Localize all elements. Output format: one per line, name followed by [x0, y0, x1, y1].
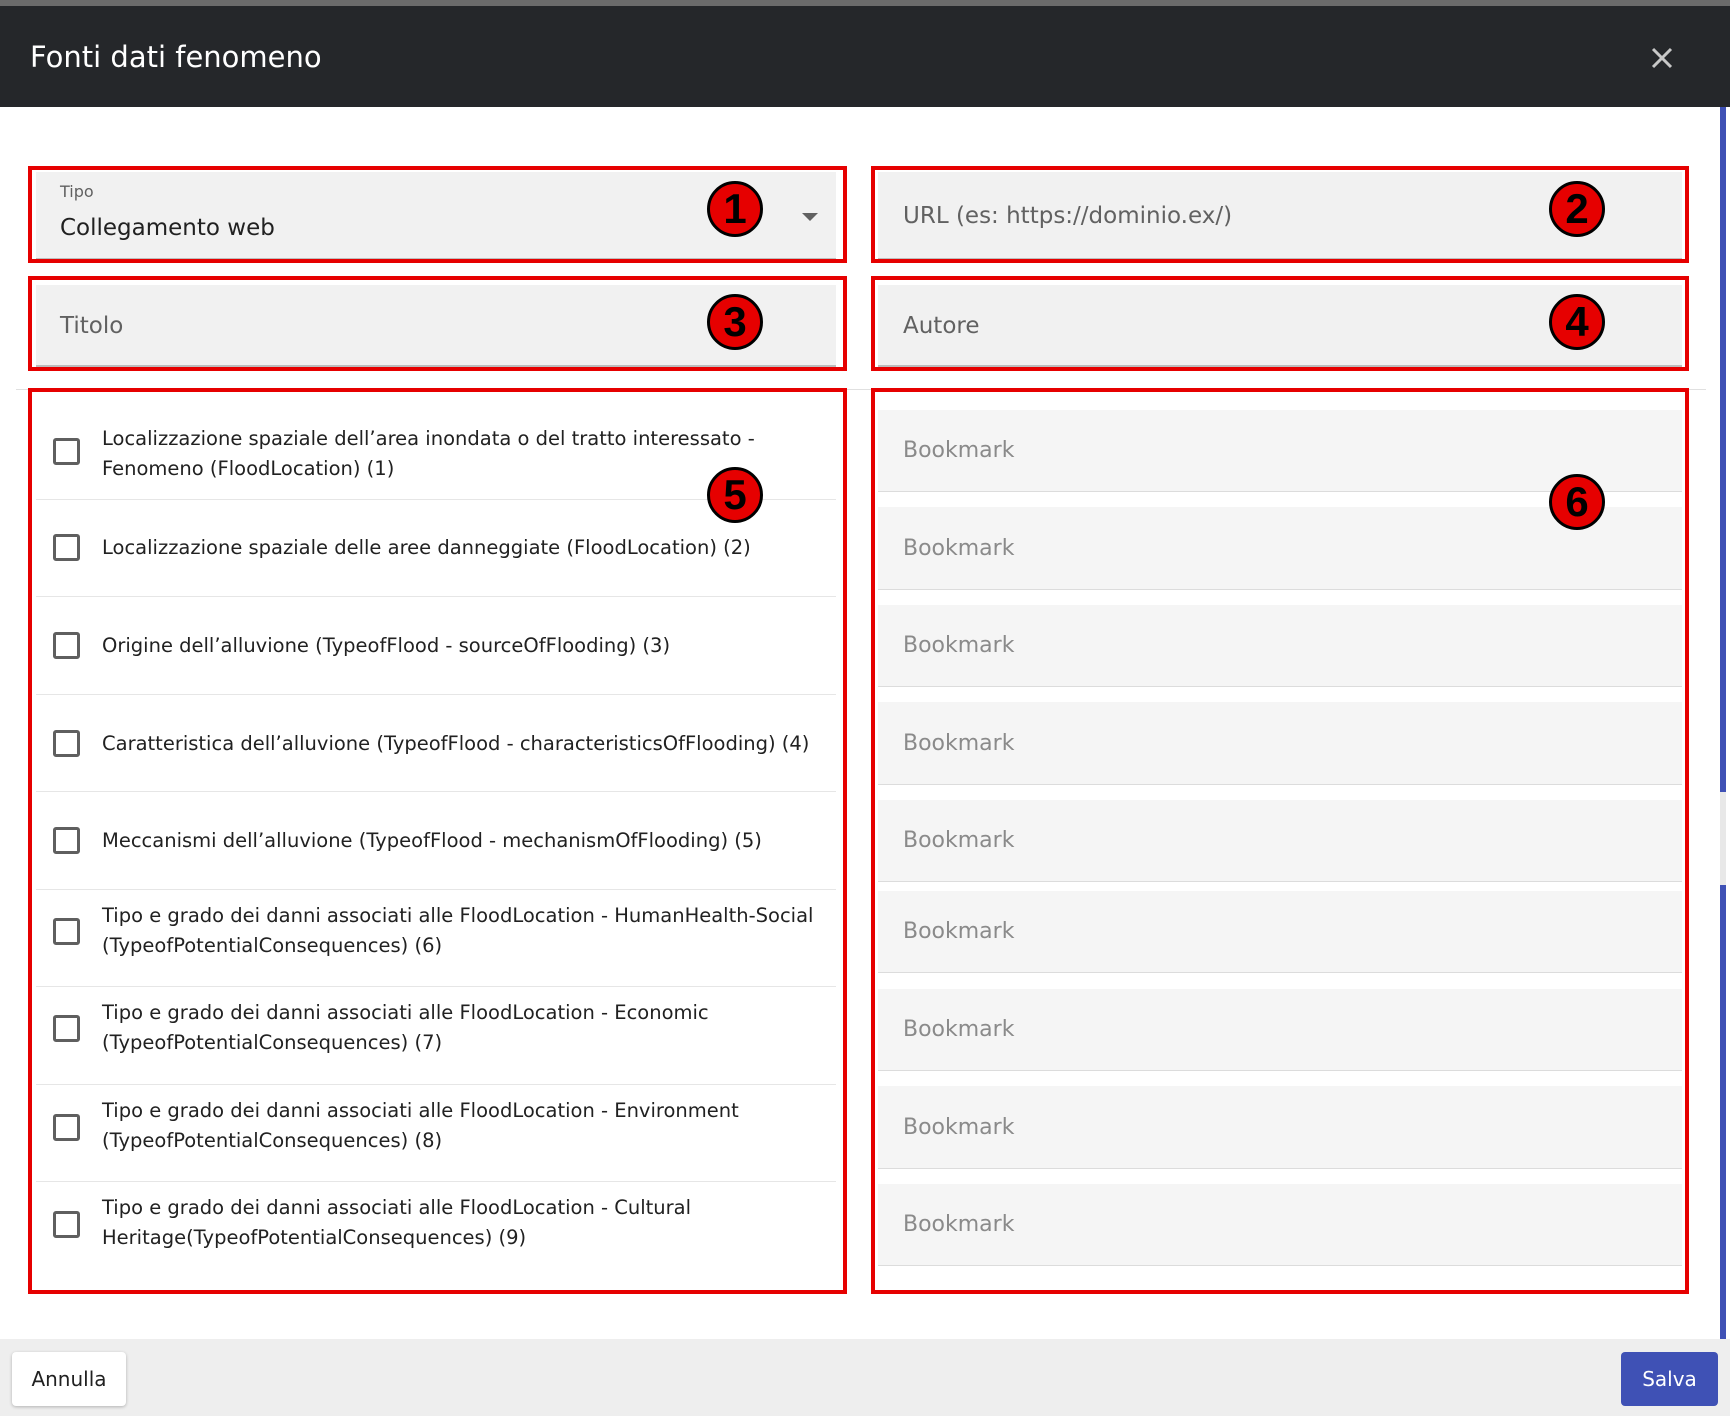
annotation-badge-3: 3: [707, 294, 763, 350]
close-icon: [1640, 36, 1684, 80]
titolo-placeholder: Titolo: [60, 313, 124, 339]
bookmark-placeholder: Bookmark: [903, 731, 1015, 756]
annotation-badge-2: 2: [1549, 181, 1605, 237]
save-button[interactable]: Salva: [1621, 1352, 1718, 1406]
bookmark-placeholder: Bookmark: [903, 536, 1015, 561]
url-placeholder: URL (es: https://dominio.ex/): [903, 203, 1233, 229]
bookmark-placeholder: Bookmark: [903, 1017, 1015, 1042]
item-label: Tipo e grado dei danni associati alle FloodLocation - Economic (TypeofPotentialConsequences) (7): [102, 1001, 709, 1054]
item-label: Localizzazione spaziale delle aree danneggiate (FloodLocation) (2): [102, 536, 751, 559]
item-label: Origine dell’alluvione (TypeofFlood - sourceOfFlooding) (3): [102, 634, 671, 657]
cancel-button[interactable]: Annulla: [12, 1352, 126, 1406]
close-button[interactable]: [1640, 36, 1684, 80]
annotation-badge-1: 1: [707, 181, 763, 237]
dialog-footer: [0, 1339, 1730, 1416]
item-label: Tipo e grado dei danni associati alle FloodLocation - Cultural Heritage(TypeofPotentialConsequences) (9): [102, 1196, 692, 1249]
item-label: Meccanismi dell’alluvione (TypeofFlood - mechanismOfFlooding) (5): [102, 829, 762, 852]
autore-placeholder: Autore: [903, 313, 980, 339]
bookmark-placeholder: Bookmark: [903, 438, 1015, 463]
annotation-badge-4: 4: [1549, 294, 1605, 350]
bookmark-placeholder: Bookmark: [903, 1212, 1015, 1237]
item-label: Localizzazione spaziale dell’area inondata o del tratto interessato - Fenomeno (FloodLocation) (1): [102, 427, 755, 480]
scrollbar-thumb-lower[interactable]: [1720, 885, 1726, 1340]
scrollbar-thumb[interactable]: [1720, 107, 1726, 792]
bookmark-placeholder: Bookmark: [903, 828, 1015, 853]
annotation-badge-5: 5: [707, 467, 763, 523]
annotation-box-5: [28, 388, 847, 1294]
dialog-title: Fonti dati fenomeno: [30, 40, 322, 74]
tipo-value: Collegamento web: [60, 215, 275, 241]
item-label: Tipo e grado dei danni associati alle FloodLocation - Environment (TypeofPotentialConsequences) (8): [102, 1099, 739, 1152]
item-label: Tipo e grado dei danni associati alle FloodLocation - HumanHealth-Social (TypeofPotentialConsequences) (6): [102, 904, 814, 957]
dialog-header: [0, 6, 1730, 107]
bookmark-placeholder: Bookmark: [903, 633, 1015, 658]
bookmark-placeholder: Bookmark: [903, 919, 1015, 944]
tipo-label: Tipo: [60, 182, 94, 201]
bookmark-placeholder: Bookmark: [903, 1115, 1015, 1140]
item-label: Caratteristica dell’alluvione (TypeofFlood - characteristicsOfFlooding) (4): [102, 732, 810, 755]
annotation-badge-6: 6: [1549, 474, 1605, 530]
